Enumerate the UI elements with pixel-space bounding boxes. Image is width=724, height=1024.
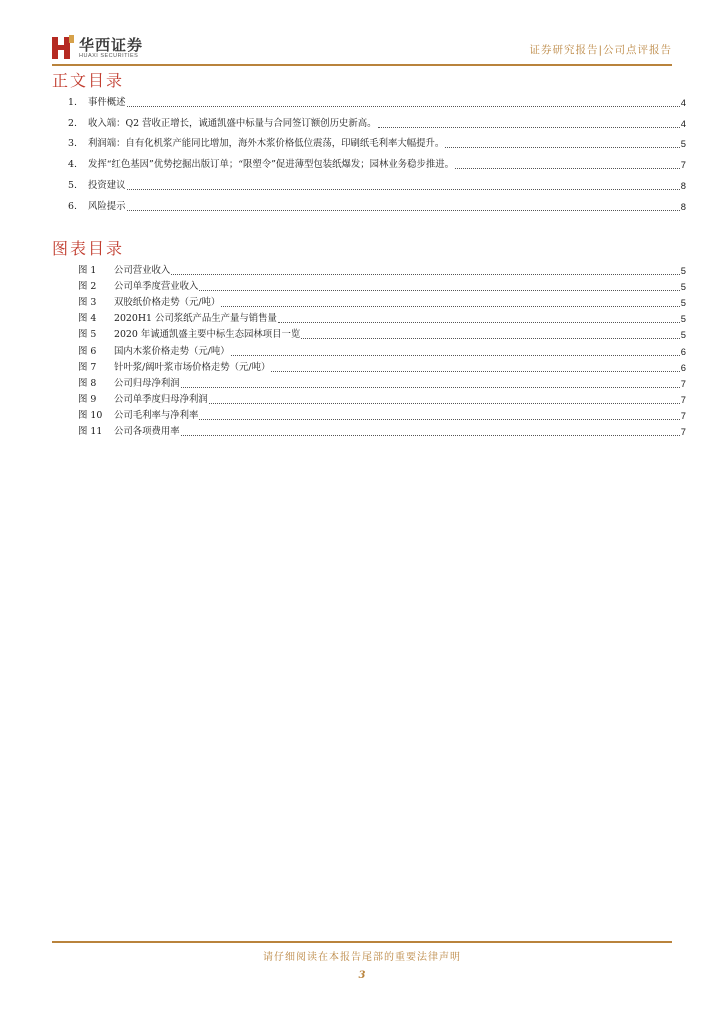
toc-leader-dots bbox=[221, 306, 679, 307]
toc-entry-number: 4. bbox=[68, 159, 77, 171]
huaxi-logo-icon bbox=[52, 35, 74, 59]
page-header bbox=[52, 32, 672, 64]
toc-leader-dots bbox=[231, 355, 680, 356]
header-divider bbox=[52, 64, 672, 66]
toc-entry-title: 利润端：自有化机浆产能同比增加，海外木浆价格低位震荡，印刷纸毛利率大幅提升。 bbox=[88, 138, 445, 150]
main-toc-list bbox=[68, 89, 686, 214]
report-type: 证券研究报告|公司点评报告 bbox=[529, 44, 672, 56]
toc-entry[interactable] bbox=[78, 407, 686, 423]
toc-entry[interactable] bbox=[68, 89, 686, 110]
toc-entry-number: 1. bbox=[68, 96, 77, 108]
toc-figure-label: 图 8 bbox=[78, 377, 97, 389]
toc-leader-dots bbox=[271, 371, 679, 372]
toc-entry-title: 收入端：Q2 营收正增长，诚通凯盛中标量与合同签订额创历史新高。 bbox=[88, 117, 377, 129]
toc-entry-title: 发挥“红色基因”优势挖掘出版订单；“限塑令”促进薄型包装纸爆发；园林业务稳步推进。 bbox=[88, 159, 455, 171]
toc-figure-label: 图 11 bbox=[78, 426, 103, 438]
footer-divider bbox=[52, 941, 672, 943]
toc-page-number: 6 bbox=[680, 345, 686, 357]
toc-entry[interactable] bbox=[78, 326, 686, 342]
toc-page-number: 5 bbox=[680, 265, 686, 277]
toc-page-number: 7 bbox=[680, 159, 686, 171]
toc-figure-label: 图 2 bbox=[78, 281, 97, 293]
toc-figure-label: 图 3 bbox=[78, 297, 97, 309]
toc-leader-dots bbox=[127, 189, 680, 190]
toc-entry-title: 公司归母净利润 bbox=[114, 377, 180, 389]
toc-entry-number: 5. bbox=[68, 179, 77, 191]
toc-entry-title: 双胶纸价格走势（元/吨） bbox=[114, 297, 221, 309]
toc-page-number: 8 bbox=[680, 200, 686, 212]
brand-name-cn: 华西证券 bbox=[79, 36, 144, 54]
toc-figure-label: 图 5 bbox=[78, 329, 97, 341]
toc-page-number: 5 bbox=[680, 313, 686, 325]
figure-toc-title: 图表目录 bbox=[52, 239, 125, 258]
toc-leader-dots bbox=[278, 322, 680, 323]
toc-page-number: 5 bbox=[680, 297, 686, 309]
toc-leader-dots bbox=[181, 387, 680, 388]
toc-page-number: 7 bbox=[680, 393, 686, 405]
toc-entry-title: 国内木浆价格走势（元/吨） bbox=[114, 345, 230, 357]
toc-entry[interactable] bbox=[68, 151, 686, 172]
brand-name-en: HUAXI SECURITIES bbox=[79, 53, 139, 59]
toc-leader-dots bbox=[445, 147, 680, 148]
toc-page-number: 4 bbox=[680, 96, 686, 108]
toc-entry-title: 公司毛利率与净利率 bbox=[114, 409, 199, 421]
toc-entry-title: 风险提示 bbox=[88, 200, 126, 212]
toc-figure-label: 图 7 bbox=[78, 361, 97, 373]
toc-leader-dots bbox=[199, 290, 679, 291]
toc-page-number: 5 bbox=[680, 329, 686, 341]
toc-page-number: 7 bbox=[680, 426, 686, 438]
page-number: 3 bbox=[358, 970, 366, 981]
toc-entry[interactable] bbox=[78, 262, 686, 278]
toc-entry-title: 投资建议 bbox=[88, 179, 126, 191]
toc-figure-label: 图 4 bbox=[78, 313, 97, 325]
toc-entry[interactable] bbox=[78, 310, 686, 326]
toc-entry-title: 事件概述 bbox=[88, 96, 126, 108]
toc-figure-label: 图 6 bbox=[78, 345, 97, 357]
toc-leader-dots bbox=[127, 106, 680, 107]
toc-leader-dots bbox=[199, 419, 679, 420]
toc-entry[interactable] bbox=[78, 278, 686, 294]
toc-entry-number: 3. bbox=[68, 138, 77, 150]
legal-notice: 请仔细阅读在本报告尾部的重要法律声明 bbox=[263, 952, 461, 963]
toc-entry[interactable] bbox=[78, 359, 686, 375]
toc-page-number: 7 bbox=[680, 377, 686, 389]
toc-page-number: 5 bbox=[680, 281, 686, 293]
toc-leader-dots bbox=[181, 435, 680, 436]
toc-entry-title: 2020H1 公司浆纸产品生产量与销售量 bbox=[114, 313, 277, 325]
toc-entry[interactable] bbox=[68, 193, 686, 214]
toc-entry[interactable] bbox=[78, 375, 686, 391]
toc-entry[interactable] bbox=[68, 131, 686, 152]
toc-page-number: 8 bbox=[680, 179, 686, 191]
toc-entry[interactable] bbox=[78, 391, 686, 407]
main-toc-title: 正文目录 bbox=[52, 71, 125, 90]
toc-entry-title: 公司各项费用率 bbox=[114, 426, 180, 438]
toc-page-number: 4 bbox=[680, 117, 686, 129]
toc-page-number: 7 bbox=[680, 409, 686, 421]
toc-entry-number: 6. bbox=[68, 200, 77, 212]
toc-entry[interactable] bbox=[78, 423, 686, 439]
toc-entry-title: 公司营业收入 bbox=[114, 265, 171, 277]
toc-entry[interactable] bbox=[68, 110, 686, 131]
toc-figure-label: 图 9 bbox=[78, 393, 97, 405]
toc-leader-dots bbox=[455, 168, 680, 169]
toc-entry[interactable] bbox=[78, 342, 686, 358]
toc-figure-label: 图 10 bbox=[78, 409, 103, 421]
figure-toc-list bbox=[78, 262, 686, 439]
toc-entry[interactable] bbox=[68, 172, 686, 193]
toc-leader-dots bbox=[301, 338, 680, 339]
toc-leader-dots bbox=[171, 274, 680, 275]
toc-entry-title: 公司单季度归母净利润 bbox=[114, 393, 208, 405]
toc-leader-dots bbox=[378, 127, 680, 128]
toc-entry-title: 公司单季度营业收入 bbox=[114, 281, 199, 293]
toc-page-number: 5 bbox=[680, 138, 686, 150]
toc-entry[interactable] bbox=[78, 294, 686, 310]
toc-figure-label: 图 1 bbox=[78, 265, 97, 277]
toc-entry-title: 2020 年诚通凯盛主要中标生态园林项目一览 bbox=[114, 329, 301, 341]
toc-entry-title: 针叶浆/阔叶浆市场价格走势（元/吨） bbox=[114, 361, 271, 373]
toc-entry-number: 2. bbox=[68, 117, 77, 129]
toc-leader-dots bbox=[209, 403, 680, 404]
toc-leader-dots bbox=[127, 210, 680, 211]
toc-page-number: 6 bbox=[680, 361, 686, 373]
